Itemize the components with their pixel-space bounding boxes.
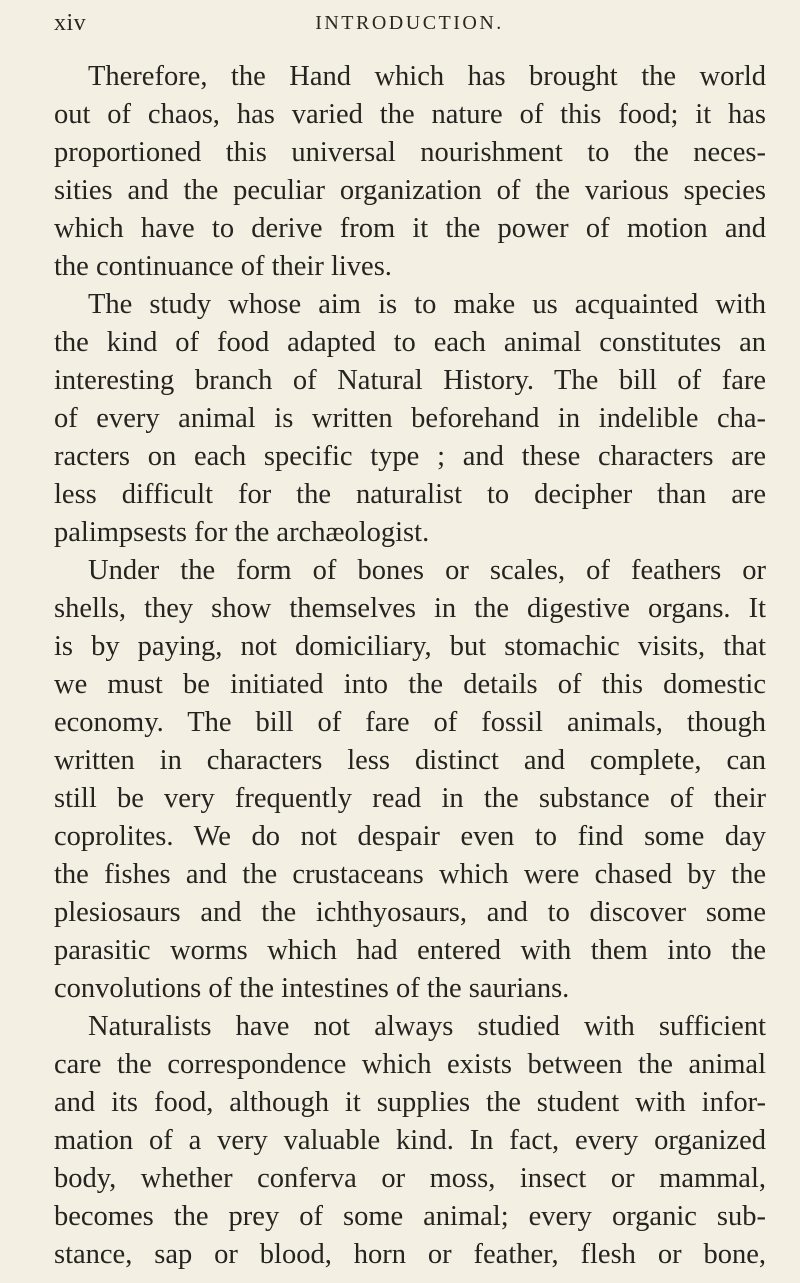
page-number: xiv <box>54 10 87 36</box>
body-text <box>54 58 766 1274</box>
text-line: racters on each specific type ; and these characters are <box>54 441 766 472</box>
text-line: we must be initiated into the details of this domestic <box>54 669 766 700</box>
text-line: proportioned this universal nourishment to the neces- <box>54 137 766 168</box>
text-line: palimpsests for the archæologist. <box>54 517 430 548</box>
text-line: the fishes and the crustaceans which were chased by the <box>54 859 766 890</box>
text-line: Naturalists have not always studied with sufficient <box>88 1011 766 1042</box>
text-line: stance, sap or blood, horn or feather, flesh or bone, <box>54 1239 766 1270</box>
text-line: the continuance of their lives. <box>54 251 392 282</box>
text-line: Therefore, the Hand which has brought the world <box>88 61 766 92</box>
text-line: the kind of food adapted to each animal constitutes an <box>54 327 766 358</box>
text-line: and its food, although it supplies the student with infor- <box>54 1087 766 1118</box>
text-line: parasitic worms which had entered with them into the <box>54 935 766 966</box>
section-title: INTRODUCTION. <box>315 12 504 34</box>
text-line: care the correspondence which exists between the animal <box>54 1049 766 1080</box>
text-line: less difficult for the naturalist to decipher than are <box>54 479 766 510</box>
text-line: sities and the peculiar organization of the various species <box>54 175 766 206</box>
text-line: written in characters less distinct and complete, can <box>54 745 766 776</box>
text-line: out of chaos, has varied the nature of this food; it has <box>54 99 766 130</box>
text-line: mation of a very valuable kind. In fact, every organized <box>54 1125 766 1156</box>
text-line: of every animal is written beforehand in indelible cha- <box>54 403 766 434</box>
text-line: body, whether conferva or moss, insect or mammal, <box>54 1163 766 1194</box>
text-line: shells, they show themselves in the digestive organs. It <box>54 593 766 624</box>
text-line: is by paying, not domiciliary, but stomachic visits, that <box>54 631 766 662</box>
text-line: Under the form of bones or scales, of feathers or <box>88 555 766 586</box>
text-line: plesiosaurs and the ichthyosaurs, and to discover some <box>54 897 766 928</box>
text-line: economy. The bill of fare of fossil animals, though <box>54 707 766 738</box>
text-line: coprolites. We do not despair even to find some day <box>54 821 766 852</box>
text-line: interesting branch of Natural History. The bill of fare <box>54 365 766 396</box>
text-line: becomes the prey of some animal; every organic sub- <box>54 1201 766 1232</box>
text-line: still be very frequently read in the substance of their <box>54 783 766 814</box>
running-head <box>54 10 765 40</box>
text-line: convolutions of the intestines of the saurians. <box>54 973 570 1004</box>
text-line: The study whose aim is to make us acquainted with <box>88 289 766 320</box>
text-line: which have to derive from it the power of motion and <box>54 213 766 244</box>
